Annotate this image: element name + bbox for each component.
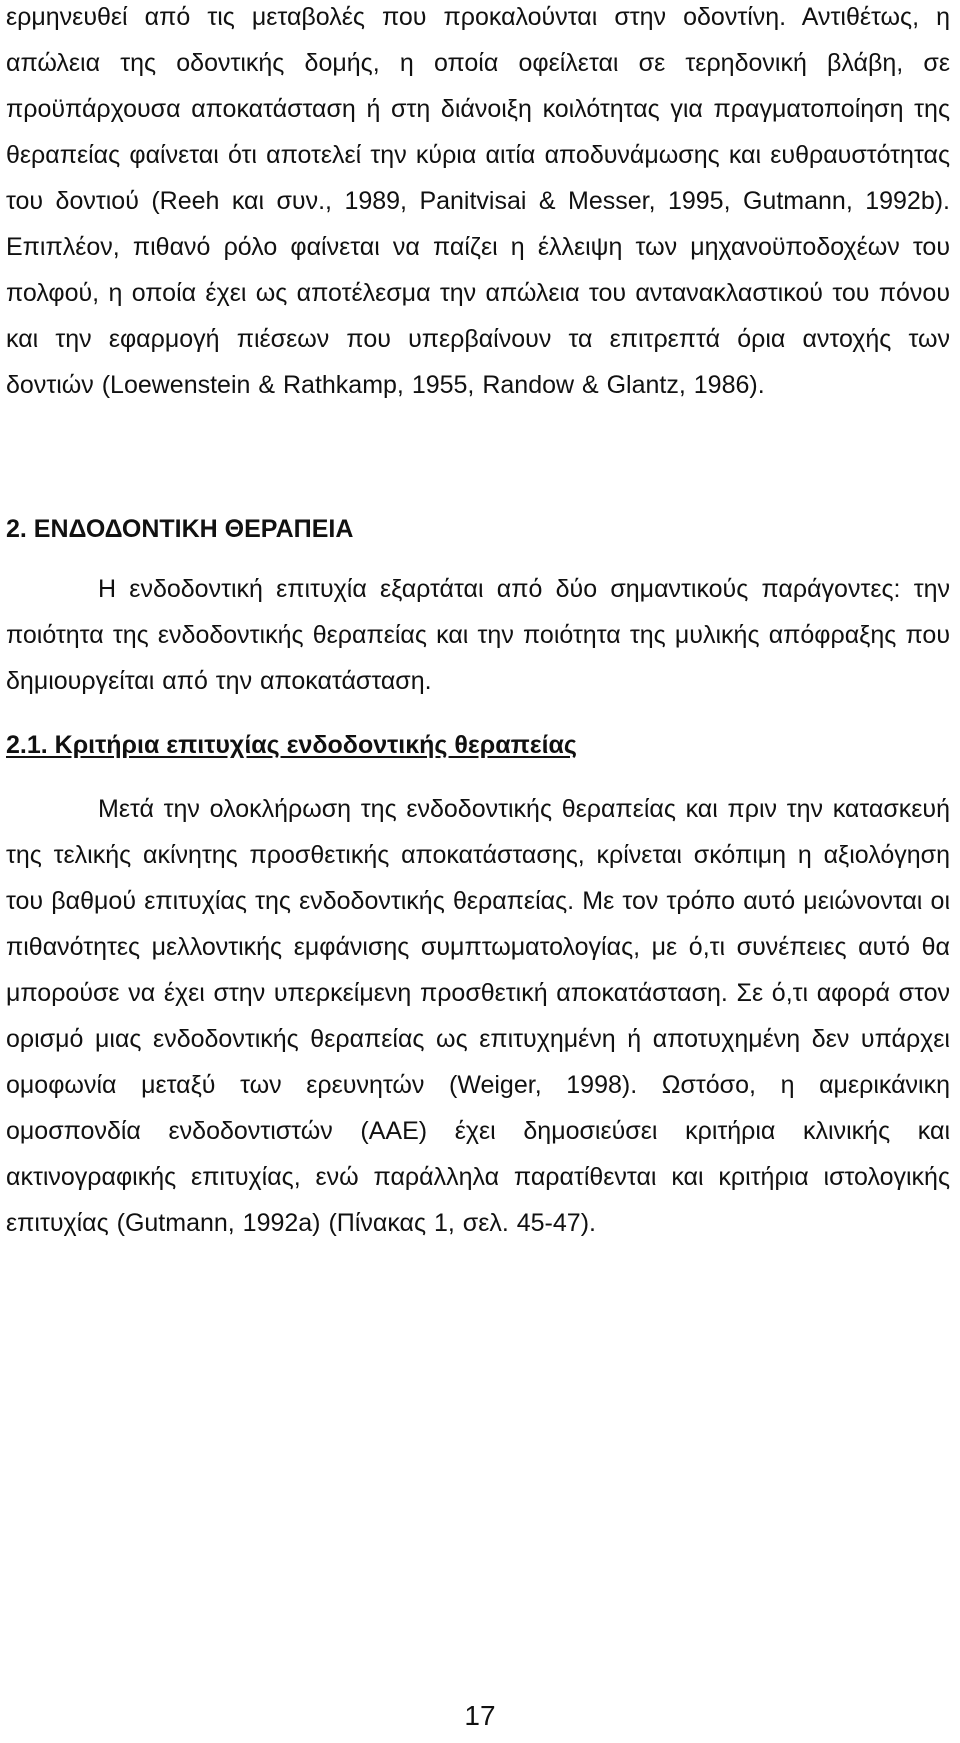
section-2-heading: 2. ΕΝΔΟΔΟΝΤΙΚΗ ΘΕΡΑΠΕΙΑ <box>6 515 354 543</box>
document-page <box>6 0 950 1246</box>
section-2-paragraph: Η ενδοδοντική επιτυχία εξαρτάται από δύο σημαντικούς παράγοντες: την ποιότητα της ενδοδοντικής θεραπείας και την ποιότητα της μυλικής απόφραξης που δημιουργείται από την αποκατάσταση. <box>6 575 950 695</box>
intro-paragraph: ερμηνευθεί από τις μεταβολές που προκαλούνται στην οδοντίνη. Αντιθέτως, η απώλεια της οδοντικής δομής, η οποία οφείλεται σε τερηδονική βλάβη, σε προϋπάρχουσα αποκατάσταση ή στη διάνοιξη κοιλότητας για πραγματοποίηση της θεραπείας φαίνεται ότι αποτελεί την κύρια αιτία αποδυνάμωσης και ευθραυστότητας του δοντιού (Reeh και συν., 1989, Panitvisai & Messer, 1995, Gutmann, 1992b). Επιπλέον, πιθανό ρόλο φαίνεται να παίζει η έλλειψη των μηχανοϋποδοχέων του πολφού, η οποία έχει ως αποτέλεσμα την απώλεια του αντανακλαστικού του πόνου και την εφαρμογή πιέσεων που υπερβαίνουν τα επιτρεπτά όρια αντοχής των δοντιών (Loewenstein & Rathkamp, 1955, Randow & Glantz, 1986). <box>6 3 950 399</box>
page-number: 17 <box>464 1700 496 1731</box>
section-2-1-heading: 2.1. Κριτήρια επιτυχίας ενδοδοντικής θεραπείας <box>6 731 577 759</box>
section-2-1-paragraph: Μετά την ολοκλήρωση της ενδοδοντικής θεραπείας και πριν την κατασκευή της τελικής ακίνητης προσθετικής αποκατάστασης, κρίνεται σκόπιμη η αξιολόγηση του βαθμού επιτυχίας της ενδοδοντικής θεραπείας. Με τον τρόπο αυτό μειώνονται οι πιθανότητες μελλοντικής εμφάνισης συμπτωματολογίας, με ό,τι συνέπειες αυτό θα μπορούσε να έχει στην υπερκείμενη προσθετική αποκατάσταση. Σε ό,τι αφορά στον ορισμό μιας ενδοδοντικής θεραπείας ως επιτυχημένη ή αποτυχημένη δεν υπάρχει ομοφωνία μεταξύ των ερευνητών (Weiger, 1998). Ωστόσο, η αμερικάνικη ομοσπονδία ενδοδοντιστών (ΑΑΕ) έχει δημοσιεύσει κριτήρια κλινικής και ακτινογραφικής επιτυχίας, ενώ παράλληλα παρατίθενται και κριτήρια ιστολογικής επιτυχίας (Gutmann, 1992a) (Πίνακας 1, σελ. 45-47). <box>6 795 950 1237</box>
